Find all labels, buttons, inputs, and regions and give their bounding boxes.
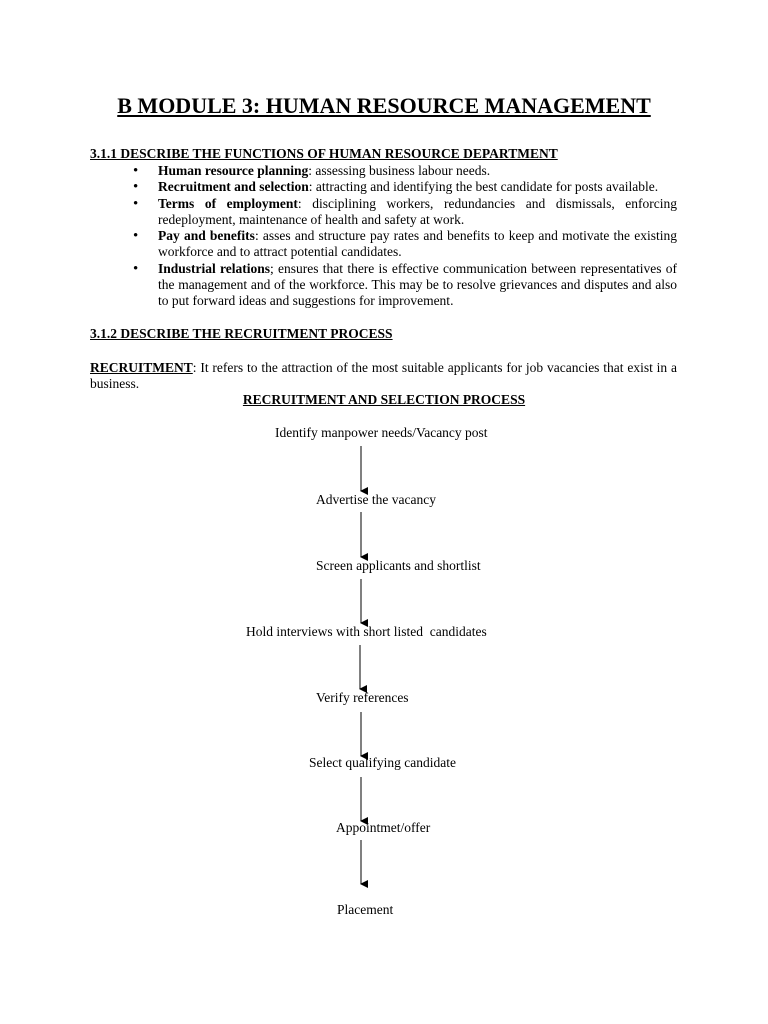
flow-step-placement: Placement <box>337 902 394 917</box>
list-item-term: Recruitment and selection <box>158 179 309 195</box>
flowchart-title: RECRUITMENT AND SELECTION PROCESS <box>242 392 526 407</box>
flow-step-verify: Verify references <box>316 690 409 705</box>
flow-step-appointment: Appointmet/offer <box>336 820 431 835</box>
list-item-term: Industrial relations <box>158 260 271 276</box>
definition-term: RECRUITMENT <box>90 360 193 375</box>
list-item-text: : attracting and identifying the best candidate for posts available. <box>308 179 659 195</box>
section-heading-functions: 3.1.1 DESCRIBE THE FUNCTIONS OF HUMAN RESOURCE DEPARTMENT <box>90 146 558 161</box>
list-item-text: : asses and structure pay rates and benefits to keep and motivate the existing workforce and to attract potential candidates. <box>158 228 678 260</box>
list-item-text: : assessing business labour needs. <box>308 163 491 178</box>
list-item-term: Pay and benefits <box>158 228 255 244</box>
flow-step-identify: Identify manpower needs/Vacancy post <box>275 425 488 440</box>
flow-step-select: Select qualifying candidate <box>309 755 456 770</box>
flow-step-advertise: Advertise the vacancy <box>316 492 436 507</box>
list-item-text: : disciplining workers, redundancies and dismissals, enforcing redeployment, maintenance of health and safety at work. <box>158 195 678 227</box>
section-heading-recruitment: 3.1.2 DESCRIBE THE RECRUITMENT PROCESS <box>90 326 393 341</box>
list-item-term: Terms of employment <box>158 195 298 211</box>
list-item-text: ; ensures that there is effective communication between representatives of the management and of the workforce. This may be to resolve grievances and disputes and also to put forward ideas and suggestions for improvement. <box>158 260 678 309</box>
definition-text: : It refers to the attraction of the most suitable applicants for job vacancies that exist in a business. <box>90 360 677 392</box>
page-title: B MODULE 3: HUMAN RESOURCE MANAGEMENT <box>117 93 651 118</box>
list-item-term: Human resource planning <box>158 163 309 178</box>
flow-step-screen: Screen applicants and shortlist <box>316 558 481 573</box>
flow-step-interviews: Hold interviews with short listed candidates <box>246 624 487 639</box>
